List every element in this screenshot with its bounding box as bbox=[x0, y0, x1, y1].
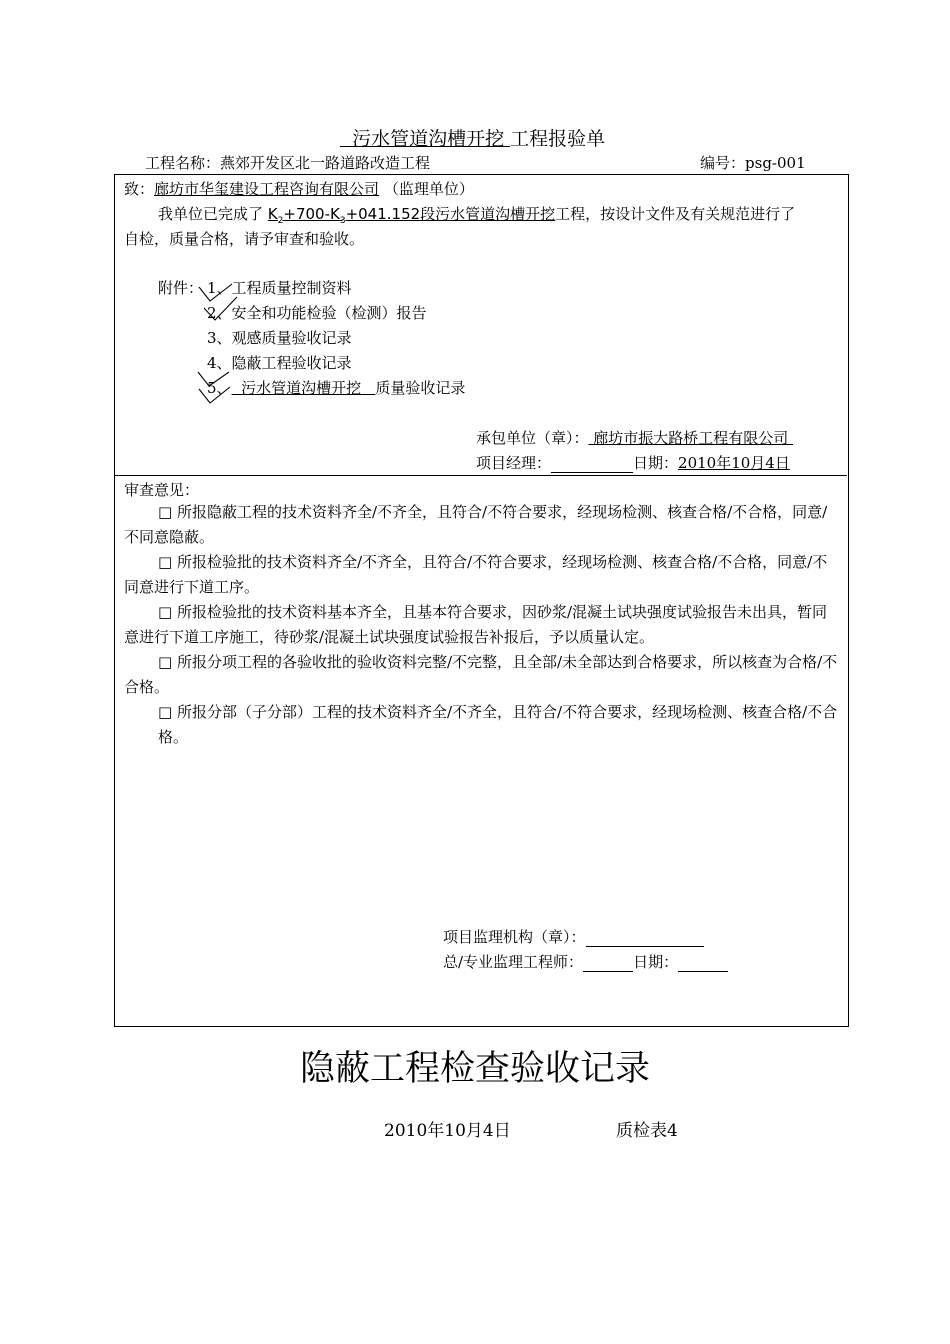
intro-rest-2: 自检，质量合格，请予审查和验收。 bbox=[124, 230, 365, 248]
check-mark-icon bbox=[203, 296, 239, 322]
review-opinion-text: 所报检验批的技术资料基本齐全，且基本符合要求，因砂浆/混凝土试块强度试验报告未出具，暂同意进行下道工序施工，待砂浆/混凝土试块强度试验报告补报后，予以质量认定。 bbox=[124, 603, 828, 646]
contractor-unit-name bbox=[589, 429, 794, 447]
intro-rest-1: 工程，按设计文件及有关规范进行了 bbox=[555, 205, 796, 223]
review-opinion bbox=[124, 600, 838, 650]
addressee-label: 致： bbox=[124, 180, 155, 198]
attachment-item bbox=[207, 302, 427, 323]
record-date: 2010年10月4日 bbox=[384, 1121, 511, 1141]
form-title-subject: 污水管道沟槽开挖 bbox=[352, 128, 505, 150]
attachment-text: 工程质量控制资料 bbox=[231, 279, 352, 297]
k-end: +041.152段污水管道沟槽开挖 bbox=[345, 205, 556, 223]
k-a: K bbox=[267, 205, 278, 223]
form-number bbox=[700, 152, 806, 173]
checkbox[interactable]: □ bbox=[158, 553, 173, 571]
review-opinion bbox=[124, 650, 838, 700]
project-name bbox=[145, 152, 430, 173]
review-opinion bbox=[124, 550, 838, 600]
engineer-date-label: 日期： bbox=[633, 953, 679, 971]
project-name-value: 燕郊开发区北一路道路改造工程 bbox=[220, 154, 431, 172]
manager-label: 项目经理： bbox=[476, 454, 552, 472]
project-name-label: 工程名称： bbox=[145, 154, 221, 172]
attachment-num: 2、 bbox=[207, 304, 232, 322]
k-b-sub: 3 bbox=[339, 216, 346, 226]
contractor-date: 2010年10月4日 bbox=[678, 454, 790, 472]
supervision-stamp-line[interactable] bbox=[586, 932, 704, 947]
form-number-value: psg-001 bbox=[745, 154, 806, 172]
attachment-text: 质量验收记录 bbox=[375, 379, 466, 397]
checkbox[interactable]: □ bbox=[158, 653, 173, 671]
attachment-num: 4、 bbox=[207, 354, 232, 372]
review-opinion bbox=[158, 700, 838, 750]
review-title: 审查意见： bbox=[124, 481, 200, 499]
contractor-unit bbox=[476, 427, 793, 448]
attachment-num: 1、 bbox=[207, 279, 232, 297]
form-title-suffix: 工程报验单 bbox=[510, 128, 606, 150]
k-a-sub: 2 bbox=[277, 216, 284, 226]
supervisor-role: （监理单位） bbox=[383, 180, 474, 198]
supervision-engineer bbox=[443, 951, 728, 972]
intro-prefix: 我单位已完成了 bbox=[158, 205, 264, 223]
attachment-subject-text: 污水管道沟槽开挖 bbox=[241, 379, 362, 397]
supervision-label: 项目监理机构（章）： bbox=[443, 928, 586, 946]
supervisor-company: 廊坊市华玺建设工程咨询有限公司 bbox=[154, 180, 380, 198]
attachment-num: 5、 bbox=[207, 379, 232, 397]
attachment-text: 安全和功能检验（检测）报告 bbox=[231, 304, 427, 322]
form-title bbox=[340, 124, 605, 151]
contractor-unit-label: 承包单位（章）： bbox=[476, 429, 589, 447]
contractor-date-label: 日期： bbox=[633, 454, 679, 472]
review-opinion-text: 所报隐蔽工程的技术资料齐全/不齐全，且符合/不符合要求，经现场检测、核查合格/不合格，同意/不同意隐蔽。 bbox=[124, 503, 828, 546]
review-opinion bbox=[124, 500, 838, 550]
engineer-date-line[interactable] bbox=[678, 957, 728, 972]
review-opinion-text: 所报分部（子分部）工程的技术资料齐全/不齐全，且符合/不符合要求，经现场检测、核查合格/不合格。 bbox=[158, 703, 838, 746]
record-title: 隐蔽工程检查验收记录 bbox=[300, 1049, 651, 1089]
section-range bbox=[267, 205, 556, 226]
review-opinion-text: 所报分项工程的各验收批的验收资料完整/不完整，且全部/未全部达到合格要求，所以核查为合格/不合格。 bbox=[124, 653, 838, 696]
checkbox[interactable]: □ bbox=[158, 503, 173, 521]
attachments-label: 附件： bbox=[158, 279, 204, 297]
engineer-label: 总/专业监理工程师： bbox=[443, 953, 584, 971]
attachment-subject bbox=[232, 379, 376, 397]
checkbox[interactable]: □ bbox=[158, 603, 173, 621]
contractor-unit-name-text: 廊坊市振大路桥工程有限公司 bbox=[593, 429, 789, 447]
attachment-text: 隐蔽工程验收记录 bbox=[231, 354, 352, 372]
manager-signature-line[interactable] bbox=[551, 458, 633, 473]
attachment-text: 观感质量验收记录 bbox=[231, 329, 352, 347]
intro-line-1 bbox=[158, 203, 795, 226]
attachment-num: 3、 bbox=[207, 329, 232, 347]
attachment-item bbox=[207, 377, 465, 398]
section-divider bbox=[114, 475, 847, 476]
k-mid: +700-K bbox=[283, 205, 340, 223]
check-mark-icon bbox=[198, 385, 232, 405]
checkbox[interactable]: □ bbox=[158, 703, 173, 721]
intro-line-2 bbox=[124, 228, 364, 249]
review-opinion-text: 所报检验批的技术资料齐全/不齐全，且符合/不符合要求，经现场检测、核查合格/不合格，同意/不同意进行下道工序。 bbox=[124, 553, 828, 596]
form-number-label: 编号： bbox=[700, 154, 746, 172]
addressee bbox=[124, 178, 474, 199]
attachment-item bbox=[207, 327, 352, 348]
contractor-manager bbox=[476, 452, 790, 473]
record-form-no: 质检表4 bbox=[616, 1121, 678, 1141]
supervision-unit bbox=[443, 926, 704, 947]
engineer-signature-line[interactable] bbox=[583, 957, 633, 972]
